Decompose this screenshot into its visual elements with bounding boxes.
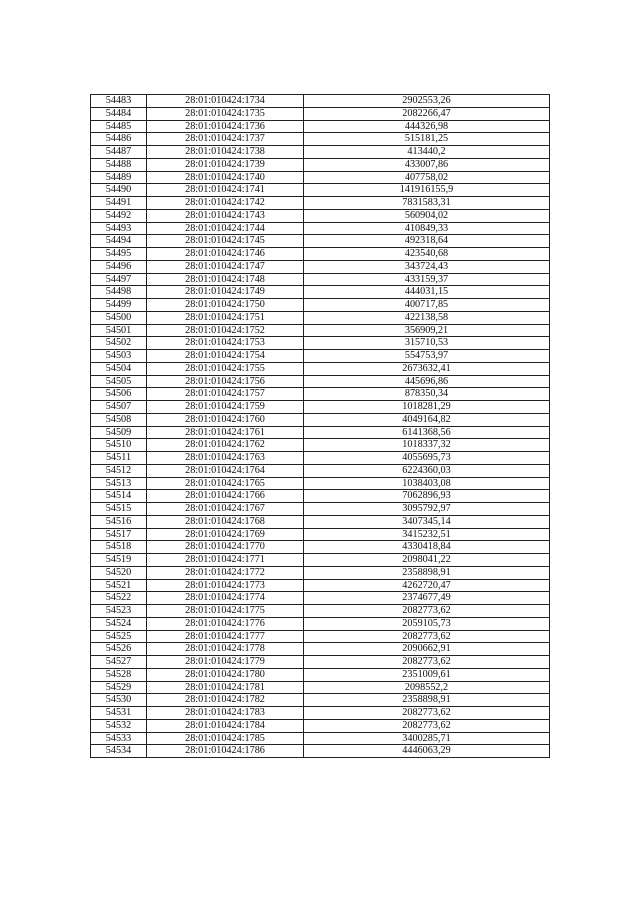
cadastral-value-cell: 6141368,56 xyxy=(304,426,550,439)
row-number-cell: 54498 xyxy=(91,286,147,299)
cadastral-number-cell: 28:01:010424:1762 xyxy=(147,439,304,452)
cadastral-number-cell: 28:01:010424:1756 xyxy=(147,375,304,388)
cadastral-value-cell: 6224360,03 xyxy=(304,464,550,477)
cadastral-number-cell: 28:01:010424:1785 xyxy=(147,732,304,745)
cadastral-number-cell: 28:01:010424:1745 xyxy=(147,235,304,248)
cadastral-value-cell: 2374677,49 xyxy=(304,592,550,605)
cadastral-value-cell: 2082773,62 xyxy=(304,656,550,669)
table-row xyxy=(91,401,550,414)
row-number-cell: 54507 xyxy=(91,401,147,414)
cadastral-value-cell: 492318,64 xyxy=(304,235,550,248)
table-row xyxy=(91,464,550,477)
cadastral-number-cell: 28:01:010424:1777 xyxy=(147,630,304,643)
table-row xyxy=(91,579,550,592)
table-row xyxy=(91,133,550,146)
cadastral-value-cell: 433159,37 xyxy=(304,273,550,286)
table-row xyxy=(91,197,550,210)
row-number-cell: 54512 xyxy=(91,464,147,477)
cadastral-value-cell: 4049164,82 xyxy=(304,413,550,426)
table-row xyxy=(91,643,550,656)
table-row xyxy=(91,171,550,184)
table-row xyxy=(91,515,550,528)
cadastral-number-cell: 28:01:010424:1757 xyxy=(147,388,304,401)
table-row xyxy=(91,426,550,439)
cadastral-value-cell: 1018281,29 xyxy=(304,401,550,414)
row-number-cell: 54511 xyxy=(91,452,147,465)
table-row xyxy=(91,732,550,745)
table-row xyxy=(91,439,550,452)
table-row xyxy=(91,375,550,388)
row-number-cell: 54501 xyxy=(91,324,147,337)
cadastral-value-cell: 444031,15 xyxy=(304,286,550,299)
cadastral-number-cell: 28:01:010424:1737 xyxy=(147,133,304,146)
row-number-cell: 54526 xyxy=(91,643,147,656)
table-row xyxy=(91,235,550,248)
cadastral-value-cell: 7831583,31 xyxy=(304,197,550,210)
row-number-cell: 54528 xyxy=(91,668,147,681)
cadastral-number-cell: 28:01:010424:1781 xyxy=(147,681,304,694)
row-number-cell: 54488 xyxy=(91,158,147,171)
table-row xyxy=(91,337,550,350)
row-number-cell: 54486 xyxy=(91,133,147,146)
table-row xyxy=(91,745,550,758)
row-number-cell: 54531 xyxy=(91,707,147,720)
table-row xyxy=(91,146,550,159)
table-row xyxy=(91,299,550,312)
row-number-cell: 54520 xyxy=(91,566,147,579)
row-number-cell: 54509 xyxy=(91,426,147,439)
cadastral-number-cell: 28:01:010424:1782 xyxy=(147,694,304,707)
cadastral-number-cell: 28:01:010424:1774 xyxy=(147,592,304,605)
cadastral-value-cell: 560904,02 xyxy=(304,209,550,222)
cadastral-number-cell: 28:01:010424:1761 xyxy=(147,426,304,439)
cadastral-value-cell: 423540,68 xyxy=(304,248,550,261)
table-row xyxy=(91,184,550,197)
cadastral-value-cell: 4330418,84 xyxy=(304,541,550,554)
cadastral-value-cell: 7062896,93 xyxy=(304,490,550,503)
row-number-cell: 54503 xyxy=(91,350,147,363)
cadastral-value-cell: 343724,43 xyxy=(304,260,550,273)
cadastral-number-cell: 28:01:010424:1765 xyxy=(147,477,304,490)
row-number-cell: 54499 xyxy=(91,299,147,312)
table-row xyxy=(91,388,550,401)
table-row xyxy=(91,273,550,286)
table-row xyxy=(91,707,550,720)
row-number-cell: 54493 xyxy=(91,222,147,235)
cadastral-value-cell: 444326,98 xyxy=(304,120,550,133)
row-number-cell: 54527 xyxy=(91,656,147,669)
table-row xyxy=(91,413,550,426)
cadastral-number-cell: 28:01:010424:1771 xyxy=(147,554,304,567)
table-row xyxy=(91,286,550,299)
row-number-cell: 54492 xyxy=(91,209,147,222)
cadastral-number-cell: 28:01:010424:1752 xyxy=(147,324,304,337)
cadastral-number-cell: 28:01:010424:1764 xyxy=(147,464,304,477)
table-row xyxy=(91,719,550,732)
table-row xyxy=(91,362,550,375)
cadastral-number-cell: 28:01:010424:1735 xyxy=(147,107,304,120)
table-row xyxy=(91,694,550,707)
table-row xyxy=(91,528,550,541)
cadastral-value-cell: 400717,85 xyxy=(304,299,550,312)
cadastral-value-cell: 445696,86 xyxy=(304,375,550,388)
cadastral-value-cell: 4446063,29 xyxy=(304,745,550,758)
table-row xyxy=(91,503,550,516)
cadastral-number-cell: 28:01:010424:1755 xyxy=(147,362,304,375)
cadastral-number-cell: 28:01:010424:1760 xyxy=(147,413,304,426)
table-row xyxy=(91,541,550,554)
row-number-cell: 54506 xyxy=(91,388,147,401)
table-row xyxy=(91,158,550,171)
cadastral-number-cell: 28:01:010424:1740 xyxy=(147,171,304,184)
cadastral-number-cell: 28:01:010424:1751 xyxy=(147,311,304,324)
cadastral-value-cell: 3415232,51 xyxy=(304,528,550,541)
table-row xyxy=(91,222,550,235)
cadastral-number-cell: 28:01:010424:1738 xyxy=(147,146,304,159)
table-row xyxy=(91,120,550,133)
table-row xyxy=(91,260,550,273)
cadastral-number-cell: 28:01:010424:1786 xyxy=(147,745,304,758)
row-number-cell: 54485 xyxy=(91,120,147,133)
row-number-cell: 54530 xyxy=(91,694,147,707)
row-number-cell: 54516 xyxy=(91,515,147,528)
row-number-cell: 54491 xyxy=(91,197,147,210)
row-number-cell: 54496 xyxy=(91,260,147,273)
row-number-cell: 54505 xyxy=(91,375,147,388)
cadastral-number-cell: 28:01:010424:1739 xyxy=(147,158,304,171)
cadastral-number-cell: 28:01:010424:1746 xyxy=(147,248,304,261)
row-number-cell: 54524 xyxy=(91,617,147,630)
table-body xyxy=(91,95,550,758)
cadastral-value-cell: 2059105,73 xyxy=(304,617,550,630)
table-row xyxy=(91,617,550,630)
row-number-cell: 54514 xyxy=(91,490,147,503)
cadastral-number-cell: 28:01:010424:1750 xyxy=(147,299,304,312)
table-row xyxy=(91,554,550,567)
table-row xyxy=(91,95,550,108)
cadastral-number-cell: 28:01:010424:1741 xyxy=(147,184,304,197)
row-number-cell: 54495 xyxy=(91,248,147,261)
cadastral-value-cell: 2090662,91 xyxy=(304,643,550,656)
table-row xyxy=(91,668,550,681)
table-row xyxy=(91,311,550,324)
cadastral-value-cell: 2082773,62 xyxy=(304,707,550,720)
cadastral-value-cell: 2098552,2 xyxy=(304,681,550,694)
cadastral-value-cell: 1018337,32 xyxy=(304,439,550,452)
table-row xyxy=(91,452,550,465)
cadastral-number-cell: 28:01:010424:1759 xyxy=(147,401,304,414)
cadastral-number-cell: 28:01:010424:1742 xyxy=(147,197,304,210)
cadastral-value-cell: 2082773,62 xyxy=(304,719,550,732)
cadastral-number-cell: 28:01:010424:1779 xyxy=(147,656,304,669)
cadastral-value-cell: 515181,25 xyxy=(304,133,550,146)
row-number-cell: 54504 xyxy=(91,362,147,375)
cadastral-value-cell: 422138,58 xyxy=(304,311,550,324)
row-number-cell: 54529 xyxy=(91,681,147,694)
cadastral-number-cell: 28:01:010424:1770 xyxy=(147,541,304,554)
cadastral-number-cell: 28:01:010424:1763 xyxy=(147,452,304,465)
table-row xyxy=(91,605,550,618)
row-number-cell: 54508 xyxy=(91,413,147,426)
cadastral-value-cell: 2082773,62 xyxy=(304,630,550,643)
cadastral-value-cell: 356909,21 xyxy=(304,324,550,337)
cadastral-value-cell: 554753,97 xyxy=(304,350,550,363)
row-number-cell: 54490 xyxy=(91,184,147,197)
cadastral-value-cell: 2673632,41 xyxy=(304,362,550,375)
cadastral-value-cell: 2082266,47 xyxy=(304,107,550,120)
cadastral-value-cell: 2351009,61 xyxy=(304,668,550,681)
row-number-cell: 54487 xyxy=(91,146,147,159)
cadastral-value-table xyxy=(90,94,550,758)
cadastral-number-cell: 28:01:010424:1734 xyxy=(147,95,304,108)
cadastral-number-cell: 28:01:010424:1784 xyxy=(147,719,304,732)
cadastral-number-cell: 28:01:010424:1776 xyxy=(147,617,304,630)
table-row xyxy=(91,592,550,605)
cadastral-number-cell: 28:01:010424:1778 xyxy=(147,643,304,656)
row-number-cell: 54484 xyxy=(91,107,147,120)
row-number-cell: 54521 xyxy=(91,579,147,592)
cadastral-number-cell: 28:01:010424:1754 xyxy=(147,350,304,363)
cadastral-value-cell: 2358898,91 xyxy=(304,566,550,579)
table-row xyxy=(91,477,550,490)
row-number-cell: 54522 xyxy=(91,592,147,605)
cadastral-value-cell: 141916155,9 xyxy=(304,184,550,197)
cadastral-number-cell: 28:01:010424:1736 xyxy=(147,120,304,133)
row-number-cell: 54519 xyxy=(91,554,147,567)
table-row xyxy=(91,107,550,120)
cadastral-value-cell: 878350,34 xyxy=(304,388,550,401)
table-row xyxy=(91,350,550,363)
cadastral-value-cell: 2358898,91 xyxy=(304,694,550,707)
row-number-cell: 54525 xyxy=(91,630,147,643)
row-number-cell: 54513 xyxy=(91,477,147,490)
table-row xyxy=(91,324,550,337)
row-number-cell: 54489 xyxy=(91,171,147,184)
cadastral-value-cell: 4262720,47 xyxy=(304,579,550,592)
row-number-cell: 54534 xyxy=(91,745,147,758)
cadastral-value-cell: 433007,86 xyxy=(304,158,550,171)
table-row xyxy=(91,656,550,669)
row-number-cell: 54500 xyxy=(91,311,147,324)
cadastral-value-cell: 1038403,08 xyxy=(304,477,550,490)
cadastral-number-cell: 28:01:010424:1766 xyxy=(147,490,304,503)
cadastral-value-cell: 2902553,26 xyxy=(304,95,550,108)
cadastral-value-cell: 413440,2 xyxy=(304,146,550,159)
cadastral-number-cell: 28:01:010424:1744 xyxy=(147,222,304,235)
row-number-cell: 54502 xyxy=(91,337,147,350)
cadastral-number-cell: 28:01:010424:1769 xyxy=(147,528,304,541)
table-row xyxy=(91,209,550,222)
cadastral-number-cell: 28:01:010424:1773 xyxy=(147,579,304,592)
cadastral-number-cell: 28:01:010424:1780 xyxy=(147,668,304,681)
cadastral-number-cell: 28:01:010424:1767 xyxy=(147,503,304,516)
cadastral-number-cell: 28:01:010424:1772 xyxy=(147,566,304,579)
cadastral-number-cell: 28:01:010424:1768 xyxy=(147,515,304,528)
row-number-cell: 54523 xyxy=(91,605,147,618)
cadastral-value-cell: 407758,02 xyxy=(304,171,550,184)
table-row xyxy=(91,681,550,694)
cadastral-value-cell: 2082773,62 xyxy=(304,605,550,618)
row-number-cell: 54517 xyxy=(91,528,147,541)
row-number-cell: 54515 xyxy=(91,503,147,516)
cadastral-number-cell: 28:01:010424:1749 xyxy=(147,286,304,299)
table-row xyxy=(91,490,550,503)
row-number-cell: 54497 xyxy=(91,273,147,286)
cadastral-number-cell: 28:01:010424:1743 xyxy=(147,209,304,222)
cadastral-number-cell: 28:01:010424:1753 xyxy=(147,337,304,350)
cadastral-value-cell: 315710,53 xyxy=(304,337,550,350)
cadastral-value-cell: 3407345,14 xyxy=(304,515,550,528)
row-number-cell: 54533 xyxy=(91,732,147,745)
row-number-cell: 54483 xyxy=(91,95,147,108)
cadastral-number-cell: 28:01:010424:1775 xyxy=(147,605,304,618)
cadastral-number-cell: 28:01:010424:1748 xyxy=(147,273,304,286)
table-row xyxy=(91,630,550,643)
cadastral-value-cell: 3095792,97 xyxy=(304,503,550,516)
row-number-cell: 54510 xyxy=(91,439,147,452)
cadastral-value-cell: 4055695,73 xyxy=(304,452,550,465)
cadastral-number-cell: 28:01:010424:1783 xyxy=(147,707,304,720)
table-row xyxy=(91,566,550,579)
row-number-cell: 54518 xyxy=(91,541,147,554)
cadastral-value-cell: 410849,33 xyxy=(304,222,550,235)
cadastral-value-cell: 2098041,22 xyxy=(304,554,550,567)
cadastral-number-cell: 28:01:010424:1747 xyxy=(147,260,304,273)
row-number-cell: 54494 xyxy=(91,235,147,248)
cadastral-value-cell: 3400285,71 xyxy=(304,732,550,745)
row-number-cell: 54532 xyxy=(91,719,147,732)
table-row xyxy=(91,248,550,261)
